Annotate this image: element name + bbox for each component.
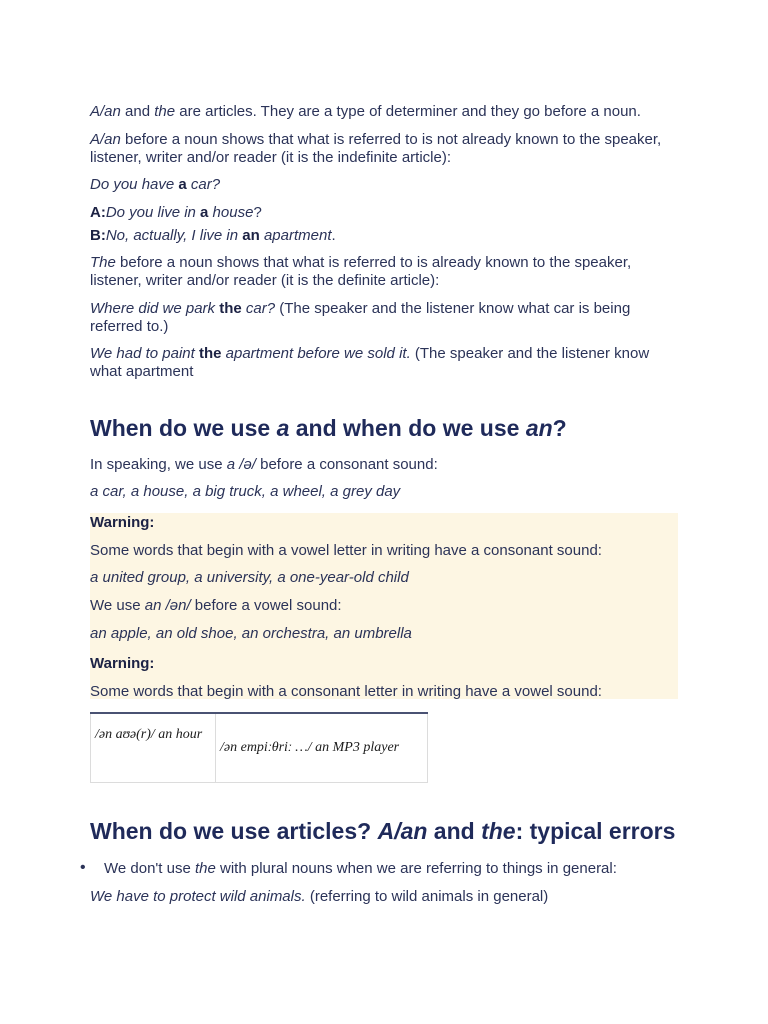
- text: (The speaker and the listener know what apartment: [90, 345, 650, 380]
- text: Do you have: [90, 176, 179, 193]
- example-sentence-1: [90, 176, 680, 194]
- bold-article: the: [198, 345, 222, 362]
- text: are articles. They are a type of determiner and they go before a noun.: [175, 103, 641, 120]
- bullet-icon: •: [80, 859, 86, 876]
- intro-paragraph-1: [90, 103, 680, 121]
- vowel-rule: [90, 597, 680, 615]
- text: house: [208, 204, 254, 221]
- example-sentence-4: [90, 888, 680, 906]
- bold-article: the: [219, 300, 242, 317]
- text: Where did we park: [90, 300, 220, 317]
- text: before a consonant sound:: [255, 456, 438, 473]
- text: the: [194, 860, 216, 877]
- warning-label-1: Warning:: [90, 514, 155, 531]
- consonant-examples: a car, a house, a big truck, a wheel, a grey day: [90, 483, 401, 500]
- term-a-an: A/an: [90, 103, 121, 120]
- text: No, actually, I live in: [105, 227, 243, 244]
- example-sentence-2: [90, 300, 680, 336]
- text: before a vowel sound:: [190, 597, 342, 614]
- text: apartment: [259, 227, 332, 244]
- text: .: [331, 227, 336, 244]
- vowel-letter-examples: a united group, a university, a one-year-old child: [90, 569, 409, 586]
- text: We use: [90, 597, 145, 614]
- example-sentence-3: [90, 345, 680, 381]
- text: an: [525, 415, 553, 441]
- text: before a noun shows that what is referred to is already known to the speaker, listener, writer and/or reader (it is the definite article):: [90, 254, 632, 289]
- table-row: [91, 713, 428, 783]
- text: Do you live in: [105, 204, 201, 221]
- text: and when do we use: [289, 415, 526, 441]
- table-cell: /ən aʊə(r)/ an hour: [91, 713, 216, 783]
- term-the: The: [90, 254, 116, 271]
- text: We had to paint: [90, 345, 199, 362]
- text: : typical errors: [515, 818, 676, 844]
- text: and: [427, 818, 482, 844]
- bold-article: a: [178, 176, 187, 193]
- text: A/an: [377, 818, 428, 844]
- intro-paragraph-2: [90, 131, 680, 167]
- text: car?: [186, 176, 221, 193]
- warning-label-2: Warning:: [90, 655, 155, 672]
- bold-article: an: [242, 227, 260, 244]
- table-cell: /ən empiːθriː …/ an MP3 player: [216, 713, 428, 783]
- text: When do we use articles?: [90, 818, 378, 844]
- text: In speaking, we use: [90, 456, 227, 473]
- text: a /ə/: [226, 456, 256, 473]
- vowel-examples: an apple, an old shoe, an orchestra, an umbrella: [90, 625, 412, 642]
- text: the: [481, 818, 516, 844]
- bold-article: a: [200, 204, 209, 221]
- text: before a noun shows that what is referred to is not already known to the speaker, listener, writer and/or reader (it is the indefinite article):: [90, 131, 662, 166]
- term-a-an: A/an: [90, 131, 121, 148]
- section-heading-a-or-an: [90, 414, 567, 442]
- pronunciation-table: [90, 712, 428, 783]
- text: with plural nouns when we are referring to things in general:: [215, 860, 617, 877]
- text: We don't use: [104, 860, 195, 877]
- text: ?: [552, 415, 567, 441]
- text: ?: [253, 204, 262, 221]
- speaker-label: A:: [90, 204, 106, 221]
- speaker-label: B:: [90, 227, 106, 244]
- text: We have to protect wild animals.: [90, 888, 306, 905]
- warning-text-2: Some words that begin with a consonant letter in writing have a vowel sound:: [90, 683, 602, 700]
- text: (referring to wild animals in general): [305, 888, 549, 905]
- dialogue-line-b: [90, 227, 680, 245]
- text: When do we use: [90, 415, 277, 441]
- dialogue-line-a: [90, 204, 680, 222]
- text: car?: [241, 300, 276, 317]
- text: a: [276, 415, 290, 441]
- text: apartment before we sold it.: [221, 345, 411, 362]
- list-item: [104, 860, 684, 878]
- text: and: [120, 103, 155, 120]
- warning-text-1: Some words that begin with a vowel letter in writing have a consonant sound:: [90, 542, 602, 559]
- section-heading-typical-errors: [90, 817, 675, 845]
- text: an /ən/: [144, 597, 191, 614]
- term-the: the: [154, 103, 176, 120]
- intro-paragraph-3: [90, 254, 680, 290]
- text: (The speaker and the listener know what car is being referred to.): [90, 300, 631, 335]
- consonant-rule: [90, 456, 680, 474]
